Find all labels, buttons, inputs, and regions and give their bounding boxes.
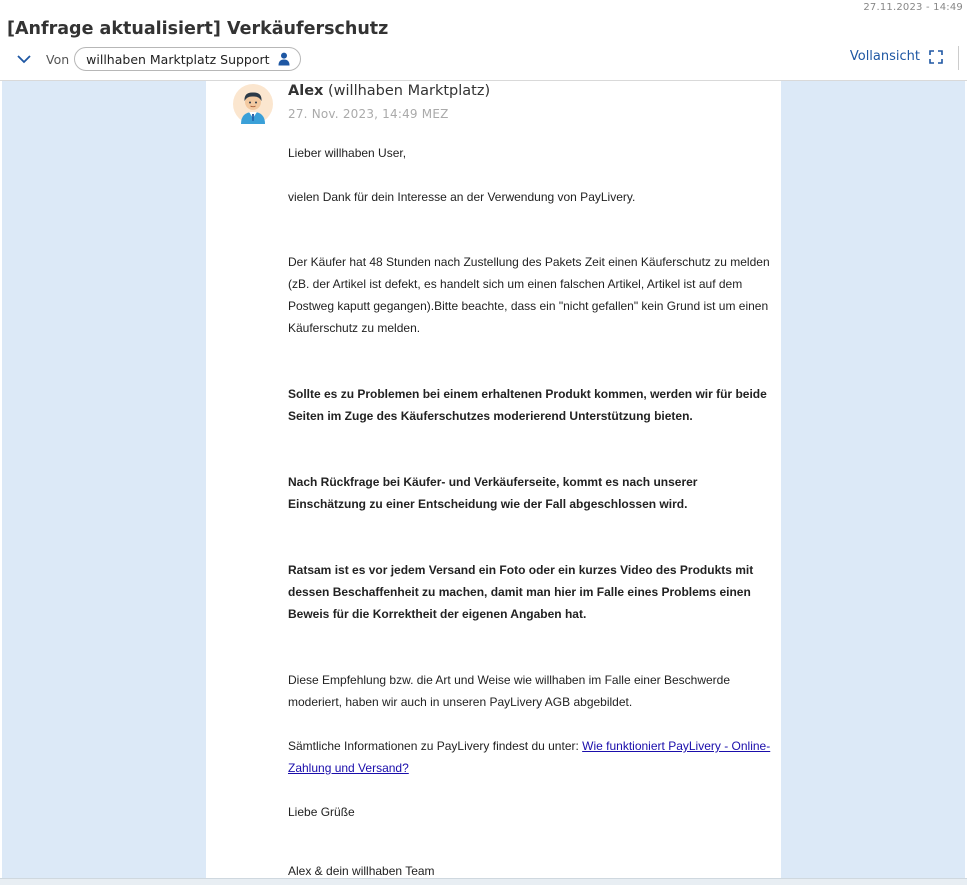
chevron-down-icon[interactable] [15,50,33,68]
message-author [288,83,490,99]
person-icon [278,52,290,66]
header-timestamp: 27.11.2023 - 14:49 [863,2,963,13]
full-view-label: Vollansicht [849,49,920,64]
thanks-line: vielen Dank für dein Interesse an der Verwendung von PayLivery. [288,190,636,204]
sender-name: willhaben Marktplatz Support [86,51,270,67]
paragraph-buyer-protection: Der Käufer hat 48 Stunden nach Zustellung des Pakets Zeit einen Käuferschutz zu melden (zB. der Artikel ist defekt, es handelt sich um einen falschen Artikel, Artikel ist auf dem Postweg kaputt gegangen).Bitte beachte, dass ein "nicht gefallen" kein Grund ist um einen Käuferschutz zu melden. [288,255,770,335]
signature: Alex & dein willhaben Team [288,864,435,878]
paragraph-agb: Diese Empfehlung bzw. die Art und Weise wie willhaben im Falle einer Beschwerde moderiert, haben wir auch in unseren PayLivery AGB abgebildet. [288,673,731,709]
message-date: 27. Nov. 2023, 14:49 MEZ [288,107,449,121]
paragraph-moderation: Sollte es zu Problemen bei einem erhaltenen Produkt kommen, werden wir für beide Seiten im Zuge des Käuferschutzes moderierend Unterstützung bieten. [288,387,767,423]
sender-chip[interactable] [74,47,300,71]
info-paragraph [288,735,773,779]
greeting: Lieber willhaben User, [288,146,407,160]
message-header [0,0,967,81]
paylivery-info-link[interactable]: Wie funktioniert PayLivery - Online-Zahlung und Versand? [288,739,771,775]
from-row [15,47,301,71]
closing: Liebe Grüße [288,805,355,819]
info-text: Sämtliche Informationen zu PayLivery findest du unter: [288,739,583,753]
full-view-button[interactable] [850,49,943,64]
paragraph-recommendation: Ratsam ist es vor jedem Versand ein Foto oder ein kurzes Video des Produkts mit dessen Beschaffenheit zu machen, damit man hier im Falle eines Problems einen Beweis für die Korrektheit der eigenen Angaben hat. [288,563,754,621]
header-divider [958,46,959,70]
paragraph-decision: Nach Rückfrage bei Käufer- und Verkäuferseite, kommt es nach unserer Einschätzung zu einer Entscheidung wie der Fall abgeschlossen wird. [288,475,698,511]
expand-icon [929,50,943,64]
from-label: Von [46,51,70,67]
message-subject: [Anfrage aktualisiert] Verkäuferschutz [7,19,389,39]
message-body-area[interactable] [2,81,965,878]
author-org: (willhaben Marktplatz) [328,83,491,99]
author-name: Alex [288,83,324,99]
agent-avatar [233,84,273,124]
message-card [206,81,781,878]
